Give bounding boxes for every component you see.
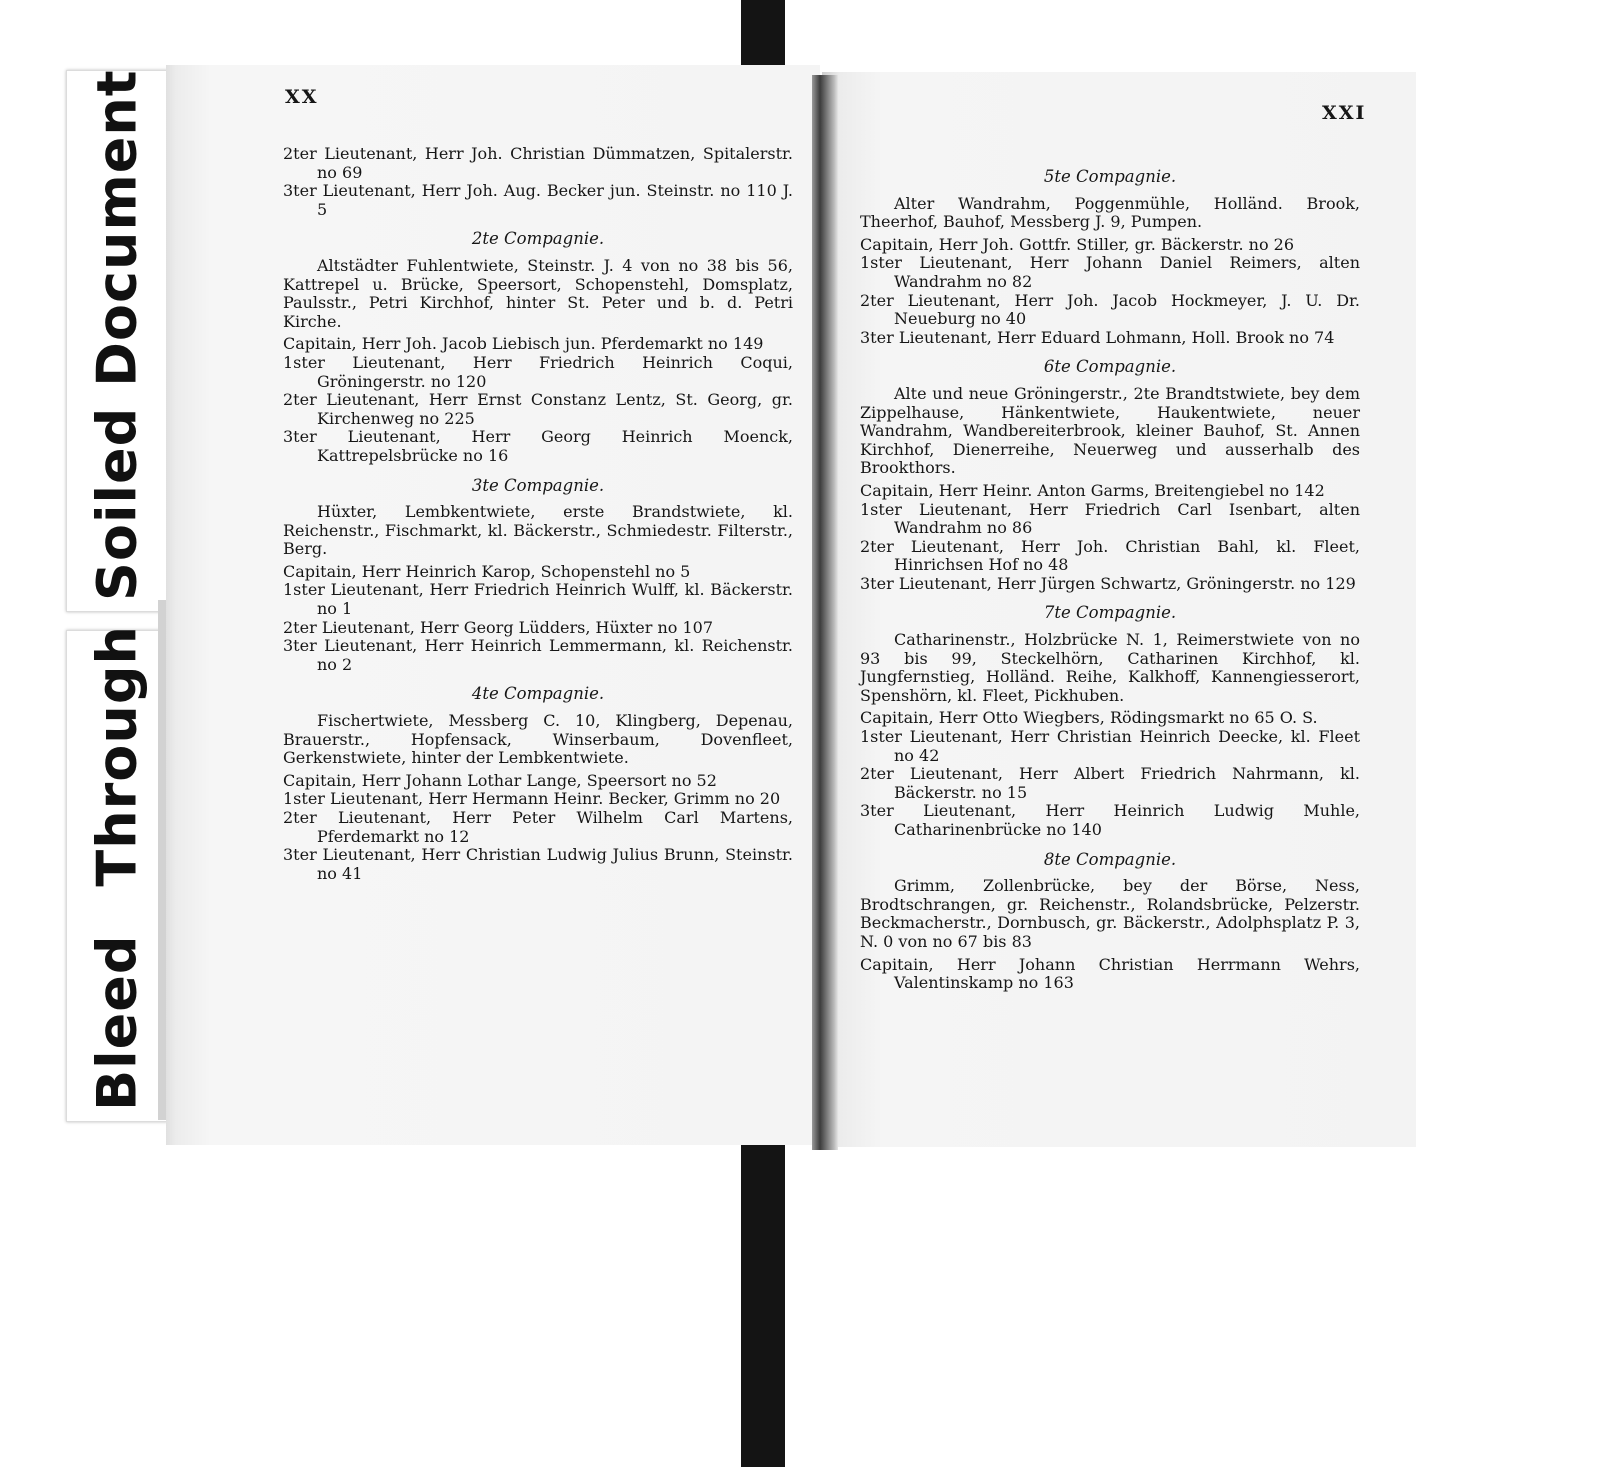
district-description: Alter Wandrahm, Poggenmühle, Holländ. Brook, Theerhof, Bauhof, Messberg J. 9, Pumpen. (860, 193, 1360, 232)
officer-entry: 2ter Lieutenant, Herr Georg Lüdders, Hüxter no 107 (283, 617, 714, 637)
district-description: Grimm, Zollenbrücke, bey der Börse, Ness, Brodtschrangen, gr. Reichenstr., Rolandsbrücke, Pelzerstr. Beckmacherstr., Dornbusch, gr. Bäckerstr., Adolphsplatz P. 3, N. 0 von no 67 bis 83 (860, 876, 1360, 951)
page-edge-shadow (158, 600, 166, 1120)
company-heading: 2te Compagnie. (471, 229, 605, 249)
officer-entry: 2ter Lieutenant, Herr Joh. Jacob Hockmeyer, J. U. Dr. Neueburg no 40 (860, 290, 1360, 329)
label-tab-soiled (66, 70, 168, 612)
officer-entry: Capitain, Herr Johann Lothar Lange, Speersort no 52 (283, 770, 717, 790)
officer-entry: 3ter Lieutenant, Herr Jürgen Schwartz, Gröningerstr. no 129 (860, 573, 1356, 593)
officer-entry: Capitain, Herr Joh. Gottfr. Stiller, gr. Bäckerstr. no 26 (860, 234, 1295, 254)
officer-entry: 3ter Lieutenant, Herr Heinrich Lemmermann, kl. Reichenstr. no 2 (283, 636, 793, 674)
company-heading: 3te Compagnie. (471, 475, 605, 495)
district-description: Altstädter Fuhlentwiete, Steinstr. J. 4 von no 38 bis 56, Kattrepel u. Brücke, Speersort, Schopenstehl, Domsplatz, Paulsstr., Petri Kirchhof, hinter St. Peter und b. d. Petri Kirche. (283, 255, 793, 331)
officer-entry: 2ter Lieutenant, Herr Ernst Constanz Lentz, St. Georg, gr. Kirchenweg no 225 (283, 390, 793, 428)
district-description: Catharinenstr., Holzbrücke N. 1, Reimerstwiete von no 93 bis 99, Steckelhörn, Catharinen Kirchhof, kl. Jungfernstieg, Holländ. Reihe, Kalkhoff, Kannengiesserort, Spenshörn, kl. Fleet, Pickhuben. (860, 630, 1360, 705)
officer-entry: Capitain, Herr Joh. Jacob Liebisch jun. Pferdemarkt no 149 (283, 334, 764, 354)
district-description: Alte und neue Gröningerstr., 2te Brandtstwiete, bey dem Zippelhause, Hänkentwiete, Haukentwiete, neuer Wandrahm, Wandbereiterbrook, kleiner Bauhof, St. Annen Kirchhof, Dienerreihe, Neuerweg und ausserhalb des Brookthors. (860, 383, 1360, 478)
officer-entry: 1ster Lieutenant, Herr Johann Daniel Reimers, alten Wandrahm no 82 (860, 253, 1360, 291)
bleed-through-label: Bleed Through (85, 625, 149, 1111)
officer-entry: 2ter Lieutenant, Herr Peter Wilhelm Carl Martens, Pferdemarkt no 12 (283, 808, 793, 846)
company-heading: 6te Compagnie. (1043, 357, 1177, 377)
officer-entry: 1ster Lieutenant, Herr Christian Heinrich Deecke, kl. Fleet no 42 (860, 727, 1360, 765)
officer-entry: Capitain, Herr Johann Christian Herrmann Wehrs, Valentinskamp no 163 (860, 954, 1360, 993)
soiled-document-label: Soiled Document (85, 69, 149, 601)
label-tab-bleed (66, 625, 168, 1122)
officer-entry: 3ter Lieutenant, Herr Georg Heinrich Moenck, Kattrepelsbrücke no 16 (283, 427, 793, 465)
company-heading: 5te Compagnie. (1043, 167, 1177, 186)
officer-entry: 3ter Lieutenant, Herr Heinrich Ludwig Muhle, Catharinenbrücke no 140 (860, 801, 1360, 839)
officer-entry: Capitain, Herr Heinrich Karop, Schopenstehl no 5 (283, 561, 691, 581)
officer-entry: Capitain, Herr Otto Wiegbers, Rödingsmarkt no 65 O. S. (860, 708, 1318, 728)
officer-entry: 3ter Lieutenant, Herr Eduard Lohmann, Holl. Brook no 74 (860, 327, 1335, 347)
company-heading: 4te Compagnie. (471, 684, 605, 704)
officer-entry: 1ster Lieutenant, Herr Friedrich Heinrich Wulff, kl. Bäckerstr. no 1 (283, 580, 793, 619)
officer-entry: 1ster Lieutenant, Herr Friedrich Heinrich Coqui, Gröningerstr. no 120 (283, 352, 793, 391)
officer-entry: 3ter Lieutenant, Herr Christian Ludwig Julius Brunn, Steinstr. no 41 (283, 845, 793, 883)
officer-entry: 1ster Lieutenant, Herr Hermann Heinr. Becker, Grimm no 20 (283, 789, 781, 809)
officer-entry: 2ter Lieutenant, Herr Joh. Christian Bahl, kl. Fleet, Hinrichsen Hof no 48 (860, 536, 1360, 575)
officer-entry: Capitain, Herr Heinr. Anton Garms, Breitengiebel no 142 (860, 480, 1325, 500)
officer-entry: 2ter Lieutenant, Herr Joh. Christian Dümmatzen, Spitalerstr. no 69 (283, 144, 793, 182)
company-heading: 7te Compagnie. (1043, 603, 1177, 623)
left-page-number: XX (285, 86, 319, 108)
company-heading: 8te Compagnie. (1043, 849, 1177, 869)
district-description: Hüxter, Lembkentwiete, erste Brandstwiete, kl. Reichenstr., Fischmarkt, kl. Bäckerstr., Schmiedestr. Filterstr., Berg. (283, 502, 793, 559)
officer-entry: 3ter Lieutenant, Herr Joh. Aug. Becker jun. Steinstr. no 110 J. 5 (283, 181, 793, 219)
district-description: Fischertwiete, Messberg C. 10, Klingberg, Depenau, Brauerstr., Hopfensack, Winserbaum, Dovenfleet, Gerkenstwiete, hinter der Lembkentwiete. (283, 711, 793, 768)
officer-entry: 2ter Lieutenant, Herr Albert Friedrich Nahrmann, kl. Bäckerstr. no 15 (860, 764, 1360, 802)
book-gutter (812, 75, 838, 1150)
right-page-text (860, 157, 1360, 993)
spine-bar-bottom (741, 1135, 785, 1467)
officer-entry: 1ster Lieutenant, Herr Friedrich Carl Isenbart, alten Wandrahm no 86 (860, 499, 1360, 538)
left-page-text (283, 145, 793, 883)
right-page-number: XXI (1322, 102, 1367, 124)
